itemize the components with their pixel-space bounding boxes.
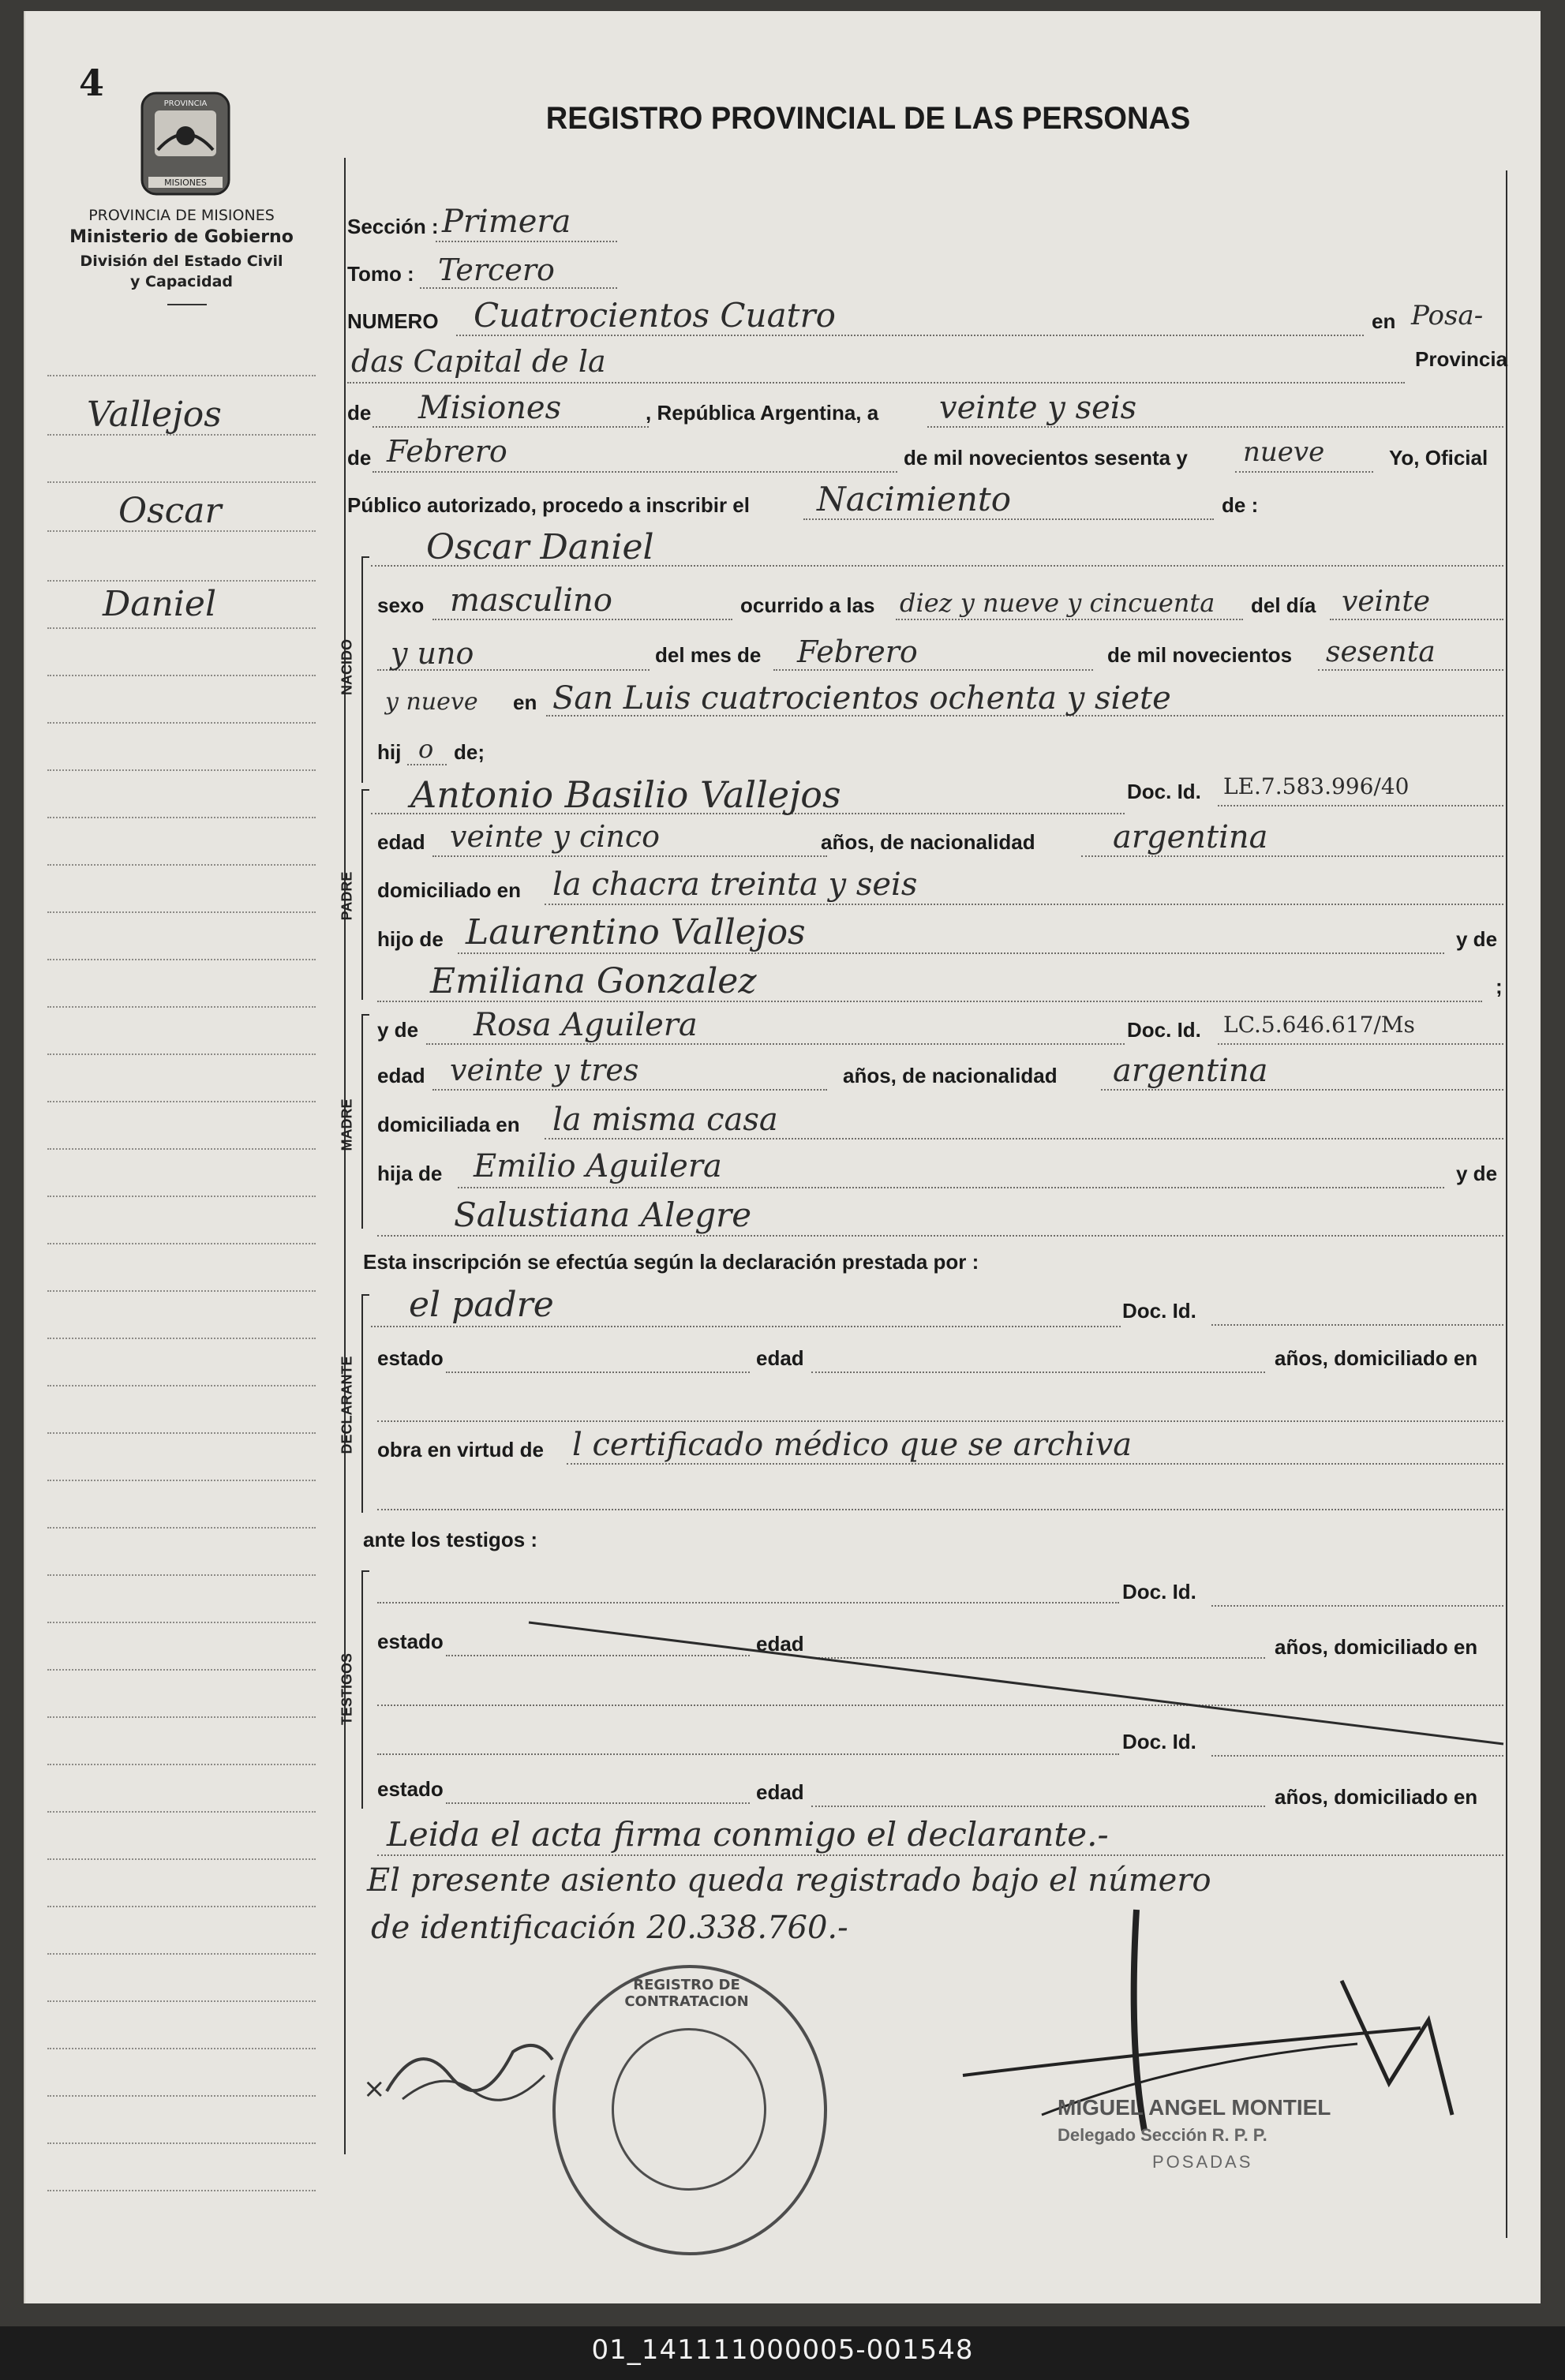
father-doc-line — [1218, 805, 1503, 806]
declarant-line — [371, 1326, 1121, 1327]
label-en: en — [1372, 309, 1396, 333]
act-line — [803, 518, 1214, 520]
city-line — [347, 382, 1405, 384]
value-father-age: veinte y cinco — [450, 819, 661, 854]
mother-dom-line — [545, 1138, 1503, 1139]
label-mother-doc: Doc. Id. — [1127, 1018, 1201, 1042]
value-declarant: el padre — [409, 1285, 554, 1325]
label-tomo: Tomo : — [347, 262, 414, 286]
value-mother-name: Rosa Aguilera — [474, 1007, 698, 1043]
margin-line — [47, 1196, 316, 1197]
value-place: San Luis cuatrocientos ochenta y siete — [552, 680, 1171, 717]
label-hijo-de: hijo de — [377, 927, 444, 951]
label-declarant-estado: estado — [377, 1346, 444, 1370]
label-sexo: sexo — [377, 593, 425, 617]
value-father-doc: LE.7.583.996/40 — [1223, 773, 1410, 799]
label-ocurrido: ocurrido a las — [740, 593, 875, 617]
margin-line — [47, 864, 316, 866]
label-w2-estado: estado — [377, 1777, 444, 1801]
mother-line — [426, 1043, 1125, 1045]
image-id: 01_141111000005-001548 — [591, 2334, 974, 2366]
w2-edad-line — [811, 1806, 1265, 1807]
value-day-a: veinte — [1342, 586, 1431, 618]
round-seal-text: REGISTRO DE CONTRATACION — [624, 1977, 749, 2010]
label-father-doc: Doc. Id. — [1127, 780, 1201, 803]
ministry-line: Ministerio de Gobierno — [69, 227, 294, 247]
margin-line — [47, 1574, 316, 1576]
margin-line — [47, 627, 316, 629]
label-del-mes: del mes de — [655, 643, 762, 667]
official-role: Delegado Sección R. P. P. — [1058, 2125, 1267, 2145]
value-mother-parent: Emilio Aguilera — [474, 1148, 722, 1184]
label-w1-dom: años, domiciliado en — [1275, 1635, 1478, 1659]
value-numero: Cuatrocientos Cuatro — [474, 296, 836, 335]
label-mother-dom: domiciliada en — [377, 1113, 520, 1136]
nacido-bracket — [361, 556, 369, 783]
label-de-semicolon: de; — [454, 740, 485, 764]
nacido-label: NACIDO — [339, 639, 355, 695]
right-column-rule — [1506, 170, 1507, 2238]
madre-bracket — [361, 1014, 369, 1229]
margin-line — [47, 911, 316, 913]
testigos-label: TESTIGOS — [339, 1653, 355, 1726]
label-obra: obra en virtud de — [377, 1438, 544, 1461]
value-month: Febrero — [387, 434, 507, 469]
margin-first-name: Oscar — [118, 491, 222, 531]
label-w2-doc: Doc. Id. — [1122, 1730, 1196, 1753]
label-del-dia: del día — [1251, 593, 1316, 617]
label-father-edad: edad — [377, 830, 425, 854]
margin-line — [47, 1622, 316, 1623]
label-yo-oficial: Yo, Oficial — [1389, 446, 1488, 470]
value-hij: o — [418, 734, 434, 764]
label-declarant-dom: años, domiciliado en — [1275, 1346, 1478, 1370]
label-de-2: de — [347, 446, 372, 470]
label-de: de — [347, 401, 372, 425]
tomo-line — [420, 287, 617, 289]
label-declarant-doc: Doc. Id. — [1122, 1299, 1196, 1323]
birth-year-line — [1318, 669, 1503, 671]
provincial-crest-icon — [134, 87, 237, 199]
father-parent-line — [458, 952, 1444, 954]
sheet-number: 4 — [79, 62, 105, 104]
declarant-doc-line — [1211, 1324, 1503, 1326]
label-father-y-de: y de — [1456, 927, 1498, 951]
day-line — [1330, 619, 1503, 620]
label-en-place: en — [513, 690, 537, 714]
value-city-a: Posa- — [1411, 300, 1484, 331]
label-declarant-edad: edad — [756, 1346, 804, 1370]
margin-line — [47, 1669, 316, 1671]
margin-line — [47, 1290, 316, 1292]
label-de-mil: de mil novecientos sesenta y — [904, 446, 1188, 470]
label-father-nac: años, de nacionalidad — [821, 830, 1035, 854]
numero-line — [456, 335, 1364, 336]
margin-line — [47, 1716, 316, 1718]
label-hija-de: hija de — [377, 1162, 443, 1185]
mother-doc-line — [1218, 1043, 1503, 1045]
value-hour: diez y nueve y cincuenta — [900, 588, 1215, 618]
label-y-de-mother: y de — [377, 1018, 419, 1042]
margin-line — [47, 2190, 316, 2191]
label-de-colon: de : — [1222, 493, 1259, 517]
province-line: PROVINCIA DE MISIONES — [88, 207, 275, 224]
margin-line — [47, 1148, 316, 1150]
official-name: MIGUEL ANGEL MONTIEL — [1058, 2095, 1331, 2120]
declarante-bracket — [361, 1294, 369, 1513]
value-closing-1: Leida el acta firma conmigo el declarante.- — [387, 1815, 1109, 1854]
value-seccion: Primera — [442, 204, 571, 240]
value-closing-2: El presente asiento queda registrado bajo el número — [367, 1862, 1211, 1899]
round-seal-inner — [612, 2028, 766, 2191]
page-title: REGISTRO PROVINCIAL DE LAS PERSONAS — [545, 101, 1191, 136]
mother-parent-line — [458, 1187, 1444, 1188]
declarant-edad-line — [811, 1371, 1265, 1373]
value-city-b: das Capital de la — [351, 344, 606, 379]
margin-line — [47, 1243, 316, 1244]
value-mother-age: veinte y tres — [450, 1053, 639, 1087]
label-father-dom: domiciliado en — [377, 878, 522, 902]
w1-doc-line — [1211, 1605, 1503, 1607]
margin-line — [47, 769, 316, 771]
label-publico: Público autorizado, procedo a inscribir el — [347, 493, 750, 517]
label-w1-estado: estado — [377, 1630, 444, 1653]
value-mother-parent-b: Salustiana Alegre — [454, 1196, 752, 1234]
margin-line — [47, 1906, 316, 1907]
margin-line — [47, 959, 316, 960]
margin-line — [47, 1480, 316, 1481]
value-father-name: Antonio Basilio Vallejos — [410, 773, 841, 816]
father-nat-line — [1081, 855, 1503, 857]
margin-line — [47, 722, 316, 724]
margin-line — [47, 1053, 316, 1055]
padre-label: PADRE — [339, 871, 355, 921]
value-tomo: Tercero — [438, 253, 555, 287]
testigos-bracket — [361, 1570, 369, 1809]
declarante-label: DECLARANTE — [339, 1356, 355, 1454]
margin-line — [47, 1953, 316, 1955]
margin-surname: Vallejos — [87, 395, 222, 435]
value-sex: masculino — [450, 582, 612, 619]
value-mother-doc: LC.5.646.617/Ms — [1223, 1012, 1415, 1038]
sex-line — [432, 619, 732, 620]
mother-parent-b-line — [377, 1235, 1503, 1237]
month-line — [373, 471, 897, 473]
obra-line-2 — [377, 1509, 1503, 1510]
margin-line — [47, 1811, 316, 1813]
label-numero: NUMERO — [347, 309, 439, 333]
mother-nat-line — [1101, 1089, 1503, 1091]
declarant-estado-line — [446, 1371, 750, 1373]
prov-line — [373, 426, 649, 428]
margin-second-name: Daniel — [103, 584, 217, 624]
value-act: Nacimiento — [817, 480, 1012, 518]
hij-line — [407, 764, 447, 765]
value-mother-dom: la misma casa — [552, 1102, 778, 1138]
label-semicolon: ; — [1496, 975, 1503, 998]
label-w2-edad: edad — [756, 1780, 804, 1804]
capacity-line: y Capacidad — [130, 273, 233, 290]
value-father-dom: la chacra treinta y seis — [552, 866, 918, 903]
division-line: División del Estado Civil — [80, 253, 283, 270]
crest-text-bottom: MISIONES — [164, 178, 207, 188]
margin-line — [47, 2095, 316, 2097]
value-father-parent-b: Emiliana Gonzalez — [430, 961, 757, 1001]
father-age-line — [432, 855, 827, 857]
value-mother-nat: argentina — [1113, 1053, 1268, 1089]
label-w1-doc: Doc. Id. — [1122, 1580, 1196, 1604]
madre-label: MADRE — [339, 1098, 355, 1151]
divider — [167, 304, 207, 305]
value-day-b: y uno — [391, 636, 474, 671]
birth-month-line — [773, 669, 1093, 671]
svg-text:×: × — [363, 2073, 386, 2105]
margin-line — [47, 675, 316, 676]
margin-line — [47, 1338, 316, 1339]
value-date-day: veinte y seis — [939, 390, 1137, 426]
year-line — [1235, 471, 1373, 473]
obra-line — [567, 1463, 1503, 1465]
label-hij: hij — [377, 740, 402, 764]
margin-line — [47, 2142, 316, 2144]
label-seccion: Sección : — [347, 215, 439, 238]
margin-line — [47, 2048, 316, 2049]
value-obra: l certificado médico que se archiva — [572, 1427, 1133, 1463]
label-esta-inscripcion: Esta inscripción se efectúa según la declaración prestada por : — [363, 1250, 979, 1274]
value-father-nat: argentina — [1113, 819, 1268, 855]
witness1-line — [377, 1602, 1119, 1604]
margin-line — [47, 1385, 316, 1386]
value-birth-year-a: sesenta — [1326, 636, 1436, 668]
declarant-signature — [355, 2004, 560, 2115]
value-name: Oscar Daniel — [426, 527, 654, 567]
label-republica: , República Argentina, a — [646, 401, 879, 425]
official-city: POSADAS — [1152, 2152, 1253, 2172]
crest-text-top: PROVINCIA — [163, 99, 208, 108]
label-mother-edad: edad — [377, 1064, 425, 1087]
margin-line — [47, 1006, 316, 1008]
label-mother-nac: años, de nacionalidad — [843, 1064, 1058, 1087]
margin-line — [47, 1101, 316, 1102]
value-provincia: Misiones — [418, 390, 562, 426]
margin-line — [47, 580, 316, 582]
w2-estado-line — [446, 1802, 750, 1804]
margin-line — [47, 817, 316, 818]
value-father-parent: Laurentino Vallejos — [466, 912, 806, 952]
margin-line — [47, 375, 316, 376]
closing-line-1 — [377, 1854, 1503, 1856]
label-provincia: Provincia — [1415, 347, 1508, 371]
mother-age-line — [432, 1089, 827, 1091]
value-birth-month: Febrero — [797, 634, 918, 669]
seccion-line — [436, 241, 617, 242]
hour-line — [896, 619, 1243, 620]
margin-line — [47, 2000, 316, 2002]
label-ante: ante los testigos : — [363, 1528, 538, 1551]
date-line — [927, 426, 1503, 428]
value-birth-year-b: y nueve — [385, 688, 478, 716]
value-closing-3: de identificación 20.338.760.- — [371, 1910, 848, 1946]
padre-bracket — [361, 789, 369, 1000]
label-de-mil-2: de mil novecientos — [1107, 643, 1293, 667]
witness-strikethrough — [521, 1610, 1515, 1760]
margin-line — [47, 1432, 316, 1434]
label-mother-y-de: y de — [1456, 1162, 1498, 1185]
label-w1-edad: edad — [756, 1632, 804, 1656]
declarant-dom-line — [377, 1420, 1503, 1422]
margin-line — [47, 481, 316, 483]
margin-line — [47, 1764, 316, 1765]
margin-line — [47, 1527, 316, 1529]
margin-line — [47, 1858, 316, 1860]
label-w2-dom: años, domiciliado en — [1275, 1785, 1478, 1809]
father-dom-line — [545, 904, 1503, 905]
value-year: nueve — [1243, 436, 1325, 468]
